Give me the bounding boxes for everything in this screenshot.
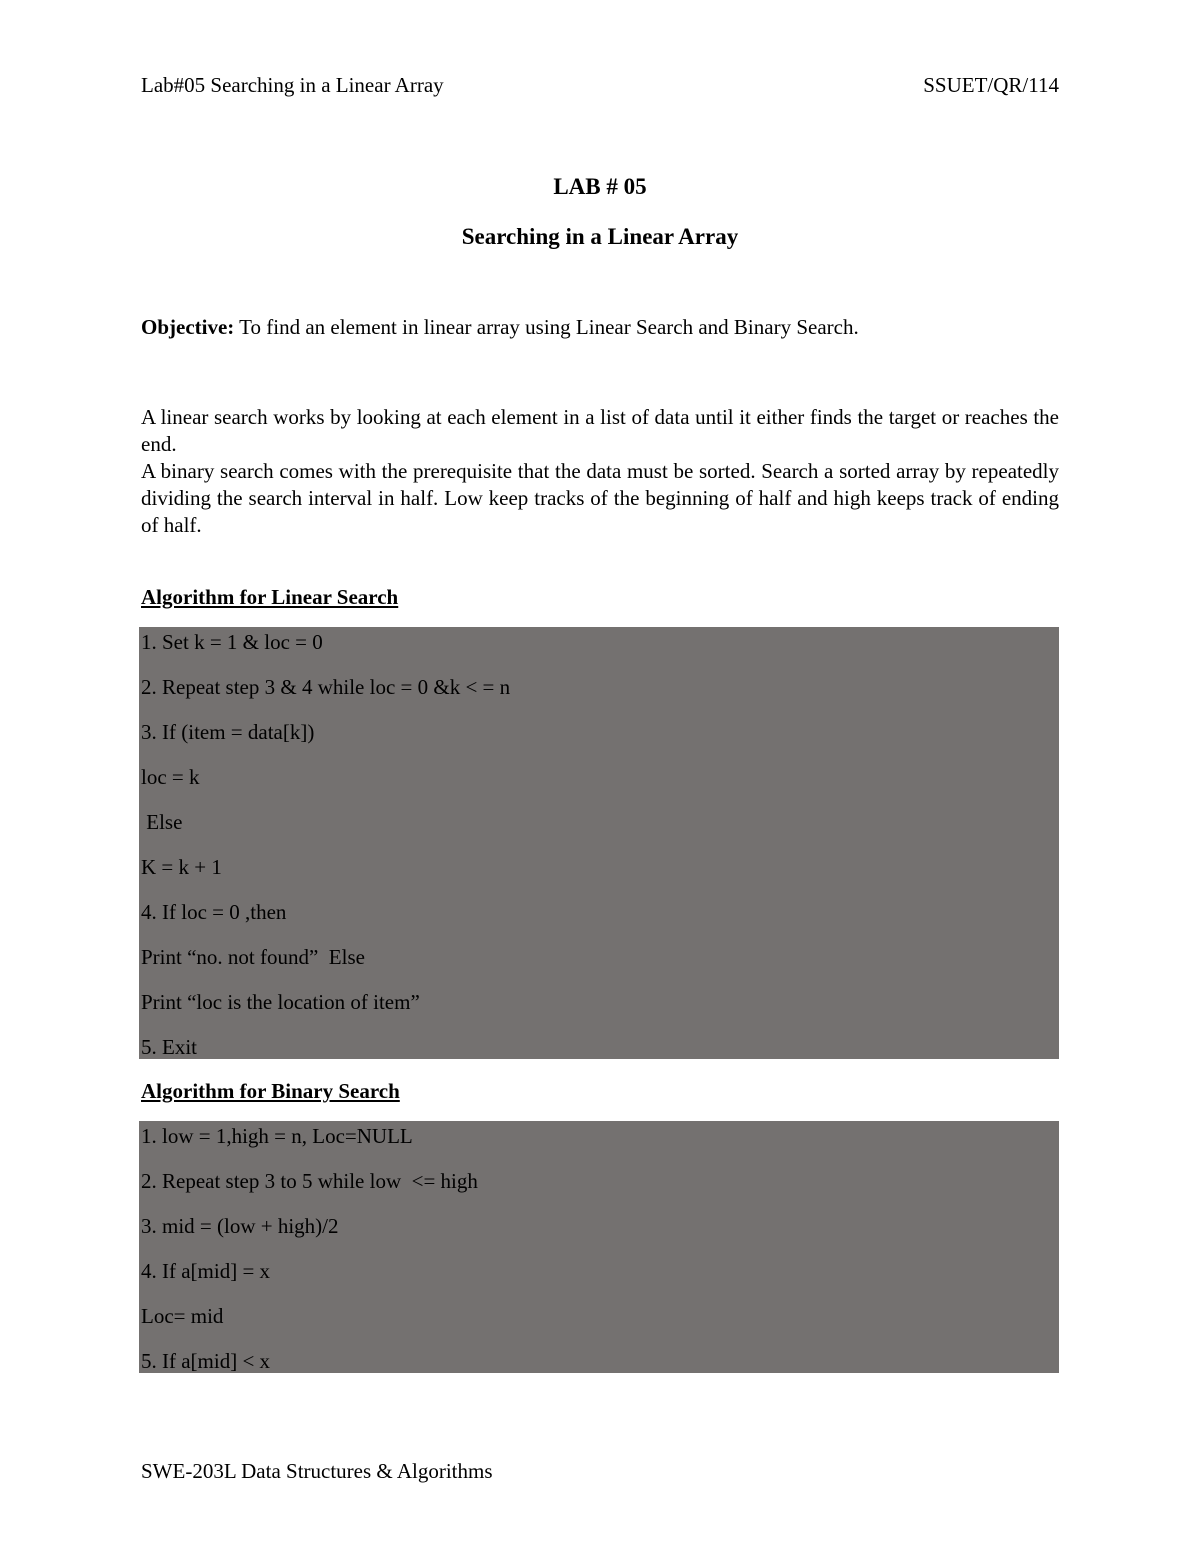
algorithm-line: 1. Set k = 1 & loc = 0 <box>141 630 323 654</box>
binary-search-description: A binary search comes with the prerequisite that the data must be sorted. Search a sorted array by repeatedly dividing the search interval in half. Low keep tracks of the beginning of half and high keeps track of ending of half. <box>141 459 1059 537</box>
algorithm-line: K = k + 1 <box>141 855 222 879</box>
lab-number: LAB # 05 <box>553 174 647 199</box>
linear-search-algorithm-box <box>139 627 1059 1059</box>
header-left: Lab#05 Searching in a Linear Array <box>141 73 444 97</box>
algorithm-line: 4. If loc = 0 ,then <box>141 900 287 924</box>
algorithm-line: Print “loc is the location of item” <box>141 990 420 1014</box>
objective-paragraph <box>141 313 1059 341</box>
algorithm-line: 4. If a[mid] = x <box>141 1259 271 1283</box>
algorithm-line: 2. Repeat step 3 & 4 while loc = 0 &k < = n <box>141 675 511 699</box>
header-right: SSUET/QR/114 <box>923 73 1059 97</box>
algorithm-line: loc = k <box>141 765 200 789</box>
algorithm-line: 5. If a[mid] < x <box>141 1349 271 1373</box>
algorithm-line: Else <box>141 810 183 834</box>
linear-search-heading: Algorithm for Linear Search <box>141 585 399 609</box>
footer-course-name: SWE-203L Data Structures & Algorithms <box>141 1459 493 1483</box>
binary-search-heading: Algorithm for Binary Search <box>141 1079 400 1103</box>
algorithm-line: Loc= mid <box>141 1304 224 1328</box>
algorithm-line: 5. Exit <box>141 1035 197 1059</box>
algorithm-line: 2. Repeat step 3 to 5 while low <= high <box>141 1169 478 1193</box>
algorithm-line: 1. low = 1,high = n, Loc=NULL <box>141 1124 413 1148</box>
objective-text: To find an element in linear array using Linear Search and Binary Search. <box>234 315 859 339</box>
binary-search-algorithm-box <box>139 1121 1059 1373</box>
algorithm-line: 3. mid = (low + high)/2 <box>141 1214 339 1238</box>
algorithm-line: Print “no. not found” Else <box>141 945 365 969</box>
objective-label: Objective: <box>141 315 235 339</box>
lab-title: Searching in a Linear Array <box>461 224 739 249</box>
linear-search-description: A linear search works by looking at each element in a list of data until it either finds the target or reaches the end. <box>141 405 1059 456</box>
algorithm-line: 3. If (item = data[k]) <box>141 720 315 744</box>
intro-section <box>141 404 1059 539</box>
